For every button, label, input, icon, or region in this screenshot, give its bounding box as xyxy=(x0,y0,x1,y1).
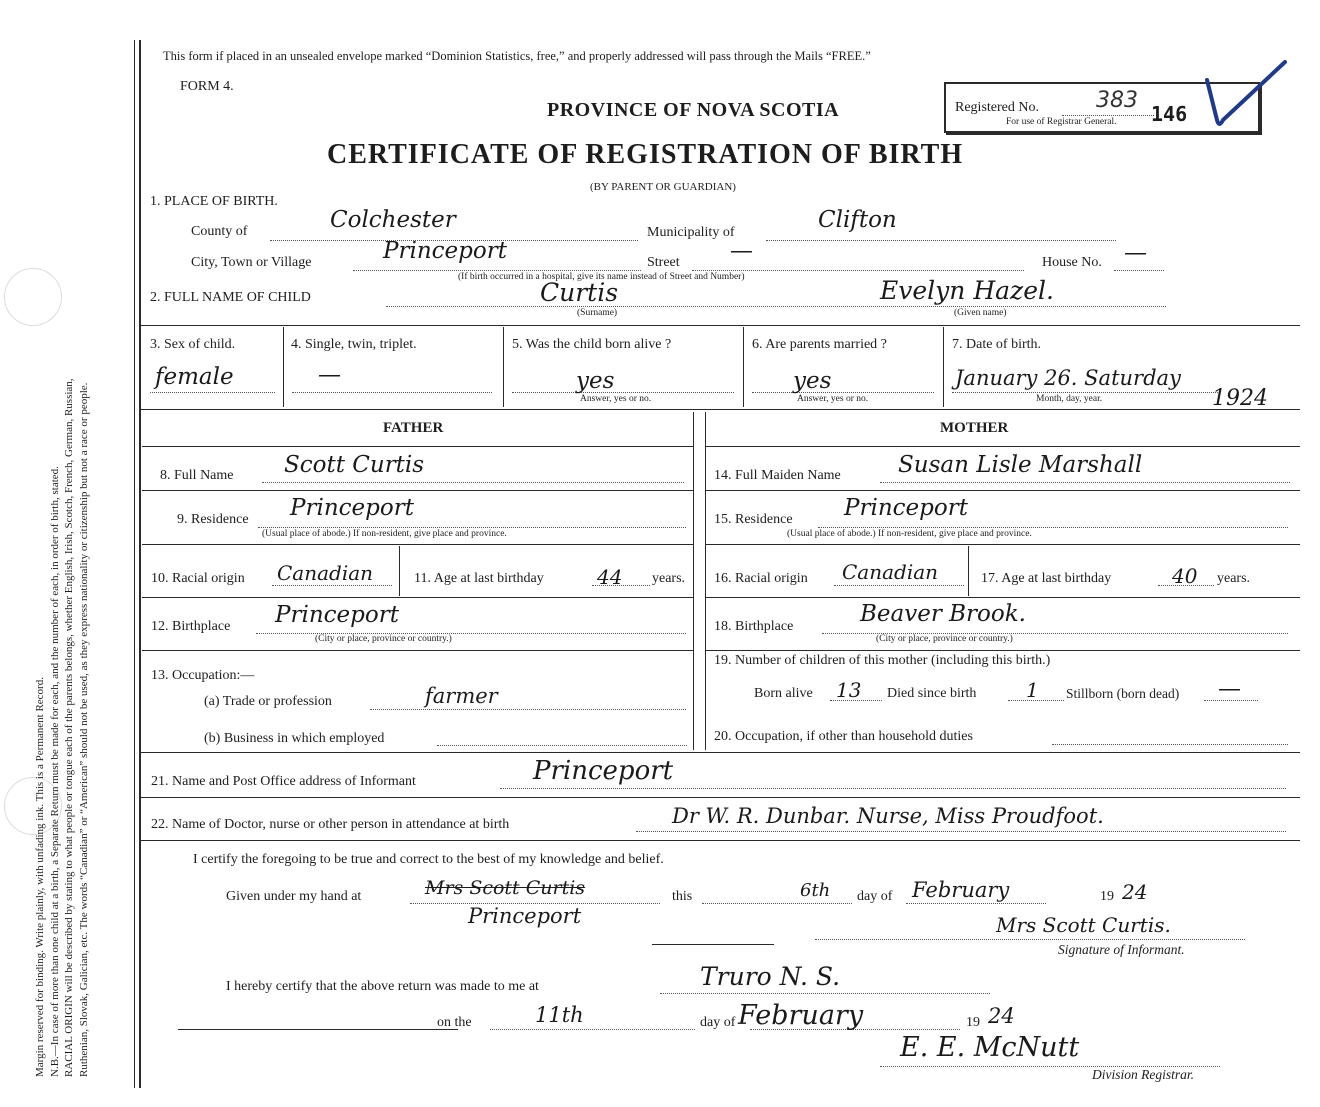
rule-parents-top xyxy=(140,409,1300,410)
this-label: this xyxy=(672,889,693,904)
married-value: yes xyxy=(793,368,832,394)
certify-year-prefix: 19 xyxy=(1100,889,1114,904)
mother-heading: MOTHER xyxy=(940,420,1009,436)
mother-racial: Canadian xyxy=(842,560,939,584)
alive-line xyxy=(512,392,734,393)
certify-day-of-label: day of xyxy=(857,889,893,904)
county-value: Colchester xyxy=(330,207,456,233)
mother-birthplace-hint: (City or place, province or country.) xyxy=(876,634,1013,644)
registrar-use-note: For use of Registrar General. xyxy=(1006,117,1117,127)
mother-residence-line xyxy=(818,527,1288,528)
registrar-day-of-label: day of xyxy=(700,1015,736,1030)
father-name-line xyxy=(262,482,684,483)
given-place-struck: Mrs Scott Curtis xyxy=(425,877,586,899)
father-racial-line xyxy=(272,585,392,586)
mother-box-left xyxy=(705,412,706,750)
date-hint: Month, day, year. xyxy=(1036,394,1103,404)
father-racial: Canadian xyxy=(277,561,374,585)
child-name-line xyxy=(386,306,1166,307)
binding-rule-2 xyxy=(139,40,141,1088)
certificate-subtitle: (BY PARENT OR GUARDIAN) xyxy=(590,181,736,193)
mother-name-label: 14. Full Maiden Name xyxy=(714,468,841,483)
date-year: 1924 xyxy=(1212,386,1268,411)
municipality-line xyxy=(766,240,1116,241)
mother-racial-div xyxy=(968,546,969,596)
mother-abode-hint: (Usual place of abode.) If non-resident, give place and province. xyxy=(787,529,1032,539)
surname-caption: (Surname) xyxy=(577,308,618,318)
given-name-caption: (Given name) xyxy=(954,308,1007,318)
mother-birthplace: Beaver Brook. xyxy=(860,601,1026,627)
place-of-birth-label: 1. PLACE OF BIRTH. xyxy=(150,194,278,209)
registrar-place-line xyxy=(660,993,990,994)
father-name-label: 8. Full Name xyxy=(160,468,234,483)
city-line xyxy=(353,270,641,271)
municipality-value: Clifton xyxy=(818,207,897,233)
registrar-year-prefix: 19 xyxy=(966,1015,980,1030)
father-name: Scott Curtis xyxy=(284,452,425,478)
rule-row3-top xyxy=(140,325,1300,326)
sex-value: female xyxy=(155,364,234,390)
father-business-label: (b) Business in which employed xyxy=(204,731,385,746)
born-alive-label: Born alive xyxy=(754,686,813,701)
certify-statement: I certify the foregoing to be true and correct to the best of my knowledge and belief. xyxy=(193,852,664,867)
single-line xyxy=(292,392,492,393)
father-rule-4 xyxy=(142,597,693,598)
certify-month: February xyxy=(912,878,1010,902)
father-racial-div xyxy=(399,546,400,596)
sex-label: 3. Sex of child. xyxy=(150,337,236,352)
hospital-note: (If birth occurred in a hospital, give its name instead of Street and Number) xyxy=(458,272,745,282)
registrar-left-rule xyxy=(178,1029,458,1030)
father-business-line xyxy=(437,745,687,746)
row3-div-3 xyxy=(743,327,744,407)
child-surname: Curtis xyxy=(540,278,619,307)
city-value: Princeport xyxy=(383,238,507,264)
alive-label: 5. Was the child born alive ? xyxy=(512,337,672,352)
child-given-name: Evelyn Hazel. xyxy=(880,276,1054,305)
margin-line-1: Margin reserved for binding. Write plainly, with unfading ink. This is a Permanent Record. N.B.—In case of more than one child at a birth, a Separate Return must be made for each, and the number of each, in order of birth, stated. RACIAL ORIGIN will be described by stating to what people or tongue each of the parents belongs, whether English, Irish, Scotch, French, German, Russian, Ruthenian, Slovak, Galician, etc. The words “Canadian” or “American” should not be used, as they express nationality or citizenship but not a race or people. xyxy=(34,378,90,1077)
date-value: January 26. Saturday xyxy=(955,366,1181,390)
registrar-day-line xyxy=(490,1029,695,1030)
father-age-label: 11. Age at last birthday xyxy=(414,571,544,586)
municipality-label: Municipality of xyxy=(647,225,735,240)
mother-racial-line xyxy=(834,585,964,586)
mother-occupation-line xyxy=(1052,744,1288,745)
born-alive-value: 13 xyxy=(836,678,862,702)
date-label: 7. Date of birth. xyxy=(952,337,1042,352)
mother-age: 40 xyxy=(1172,564,1198,588)
mother-name: Susan Lisle Marshall xyxy=(898,452,1143,478)
registered-number-2: 146 xyxy=(1151,102,1188,126)
registrar-day: 11th xyxy=(535,1003,584,1027)
father-years: years. xyxy=(652,571,686,586)
stillborn-label: Stillborn (born dead) xyxy=(1066,686,1180,701)
street-value: — xyxy=(730,238,753,264)
mother-residence-label: 15. Residence xyxy=(714,512,793,527)
father-residence-label: 9. Residence xyxy=(177,512,249,527)
attendant-label: 22. Name of Doctor, nurse or other person in attendance at birth xyxy=(151,817,510,832)
registrar-statement: I hereby certify that the above return was made to me at xyxy=(226,979,539,994)
certify-day: 6th xyxy=(800,880,831,901)
informant-line xyxy=(500,788,1286,789)
binding-rule-1 xyxy=(134,40,135,1088)
father-rule-2 xyxy=(142,490,693,491)
city-label: City, Town or Village xyxy=(191,255,312,270)
registered-number: 383 xyxy=(1096,88,1138,113)
rule-21-top xyxy=(140,752,1300,753)
attendant-line xyxy=(636,831,1286,832)
registrar-month: February xyxy=(738,1000,864,1031)
father-occupation-label: 13. Occupation:— xyxy=(151,668,255,683)
alive-hint: Answer, yes or no. xyxy=(580,394,652,404)
married-hint: Answer, yes or no. xyxy=(797,394,869,404)
mother-years: years. xyxy=(1217,571,1251,586)
father-trade: farmer xyxy=(425,684,498,708)
father-rule-1 xyxy=(142,446,693,447)
signature-of-informant-label: Signature of Informant. xyxy=(1058,942,1185,957)
informant-value: Princeport xyxy=(533,756,674,786)
died-value: 1 xyxy=(1026,678,1039,702)
date-line xyxy=(952,392,1220,393)
mother-birthplace-label: 18. Birthplace xyxy=(714,619,794,634)
father-residence-line xyxy=(258,527,686,528)
rule-certify-top xyxy=(140,840,1300,841)
father-rule-5 xyxy=(142,650,693,651)
street-line xyxy=(692,270,1024,271)
certify-short-rule xyxy=(652,944,774,945)
married-line xyxy=(752,392,934,393)
division-registrar-label: Division Registrar. xyxy=(1092,1067,1195,1082)
sex-line xyxy=(150,392,275,393)
father-trade-line xyxy=(370,709,686,710)
alive-value: yes xyxy=(576,368,615,394)
margin-instructions xyxy=(33,77,91,1077)
given-place: Princeport xyxy=(468,904,582,928)
informant-signature-line xyxy=(815,939,1245,940)
father-abode-hint: (Usual place of abode.) If non-resident, give place and province. xyxy=(262,529,507,539)
mother-name-line xyxy=(880,482,1290,483)
certify-year-suffix: 24 xyxy=(1122,880,1148,904)
mother-rule-4 xyxy=(705,597,1300,598)
street-label: Street xyxy=(647,255,680,270)
check-mark-icon xyxy=(1203,58,1289,132)
mother-rule-3 xyxy=(705,544,1300,545)
registrar-year-suffix: 24 xyxy=(988,1004,1015,1028)
mother-rule-2 xyxy=(705,490,1300,491)
father-age: 44 xyxy=(597,565,623,589)
died-label: Died since birth xyxy=(887,686,977,701)
informant-signature: Mrs Scott Curtis. xyxy=(996,913,1171,937)
registered-dots xyxy=(1062,115,1154,116)
father-rule-3 xyxy=(142,544,693,545)
father-trade-label: (a) Trade or profession xyxy=(204,694,332,709)
house-label: House No. xyxy=(1042,255,1102,270)
given-under-label: Given under my hand at xyxy=(226,889,362,904)
single-label: 4. Single, twin, triplet. xyxy=(291,337,417,352)
mail-notice: This form if placed in an unsealed envelope marked “Dominion Statistics, free,” and properly addressed will pass through the Mails “FREE.” xyxy=(163,49,871,63)
father-birthplace-hint: (City or place, province or country.) xyxy=(315,634,452,644)
attendant-value: Dr W. R. Dunbar. Nurse, Miss Proudfoot. xyxy=(672,804,1104,828)
row3-div-4 xyxy=(943,327,944,407)
informant-label: 21. Name and Post Office address of Informant xyxy=(151,774,416,789)
mother-rule-1 xyxy=(705,446,1300,447)
mother-age-label: 17. Age at last birthday xyxy=(981,571,1112,586)
father-racial-label: 10. Racial origin xyxy=(151,571,245,586)
county-label: County of xyxy=(191,224,248,239)
registered-label: Registered No. xyxy=(955,100,1039,115)
form-number: FORM 4. xyxy=(180,79,234,94)
single-value: — xyxy=(318,362,341,388)
married-label: 6. Are parents married ? xyxy=(752,337,887,352)
stillborn-value: — xyxy=(1218,676,1241,702)
registrar-place: Truro N. S. xyxy=(700,962,841,991)
row3-div-2 xyxy=(503,327,504,407)
mother-occupation-label: 20. Occupation, if other than household duties xyxy=(714,729,973,744)
father-heading: FATHER xyxy=(383,420,444,436)
certify-day-line xyxy=(702,903,852,904)
house-value: — xyxy=(1124,240,1147,266)
father-birthplace: Princeport xyxy=(275,602,399,628)
row3-div-1 xyxy=(283,327,284,407)
mother-residence: Princeport xyxy=(844,495,968,521)
mother-children-label: 19. Number of children of this mother (including this birth.) xyxy=(714,653,1051,668)
child-name-label: 2. FULL NAME OF CHILD xyxy=(150,290,311,305)
father-residence: Princeport xyxy=(290,495,414,521)
certify-month-line xyxy=(906,903,1046,904)
house-line xyxy=(1114,270,1164,271)
registrar-signature: E. E. McNutt xyxy=(900,1032,1080,1063)
father-box-right xyxy=(693,412,694,750)
father-birthplace-label: 12. Birthplace xyxy=(151,619,231,634)
province-heading: PROVINCE OF NOVA SCOTIA xyxy=(547,99,840,121)
mother-rule-5 xyxy=(705,650,1300,651)
on-the-label: on the xyxy=(437,1015,472,1030)
rule-22-top xyxy=(140,797,1300,798)
mother-racial-label: 16. Racial origin xyxy=(714,571,808,586)
certificate-title: CERTIFICATE OF REGISTRATION OF BIRTH xyxy=(327,139,964,170)
